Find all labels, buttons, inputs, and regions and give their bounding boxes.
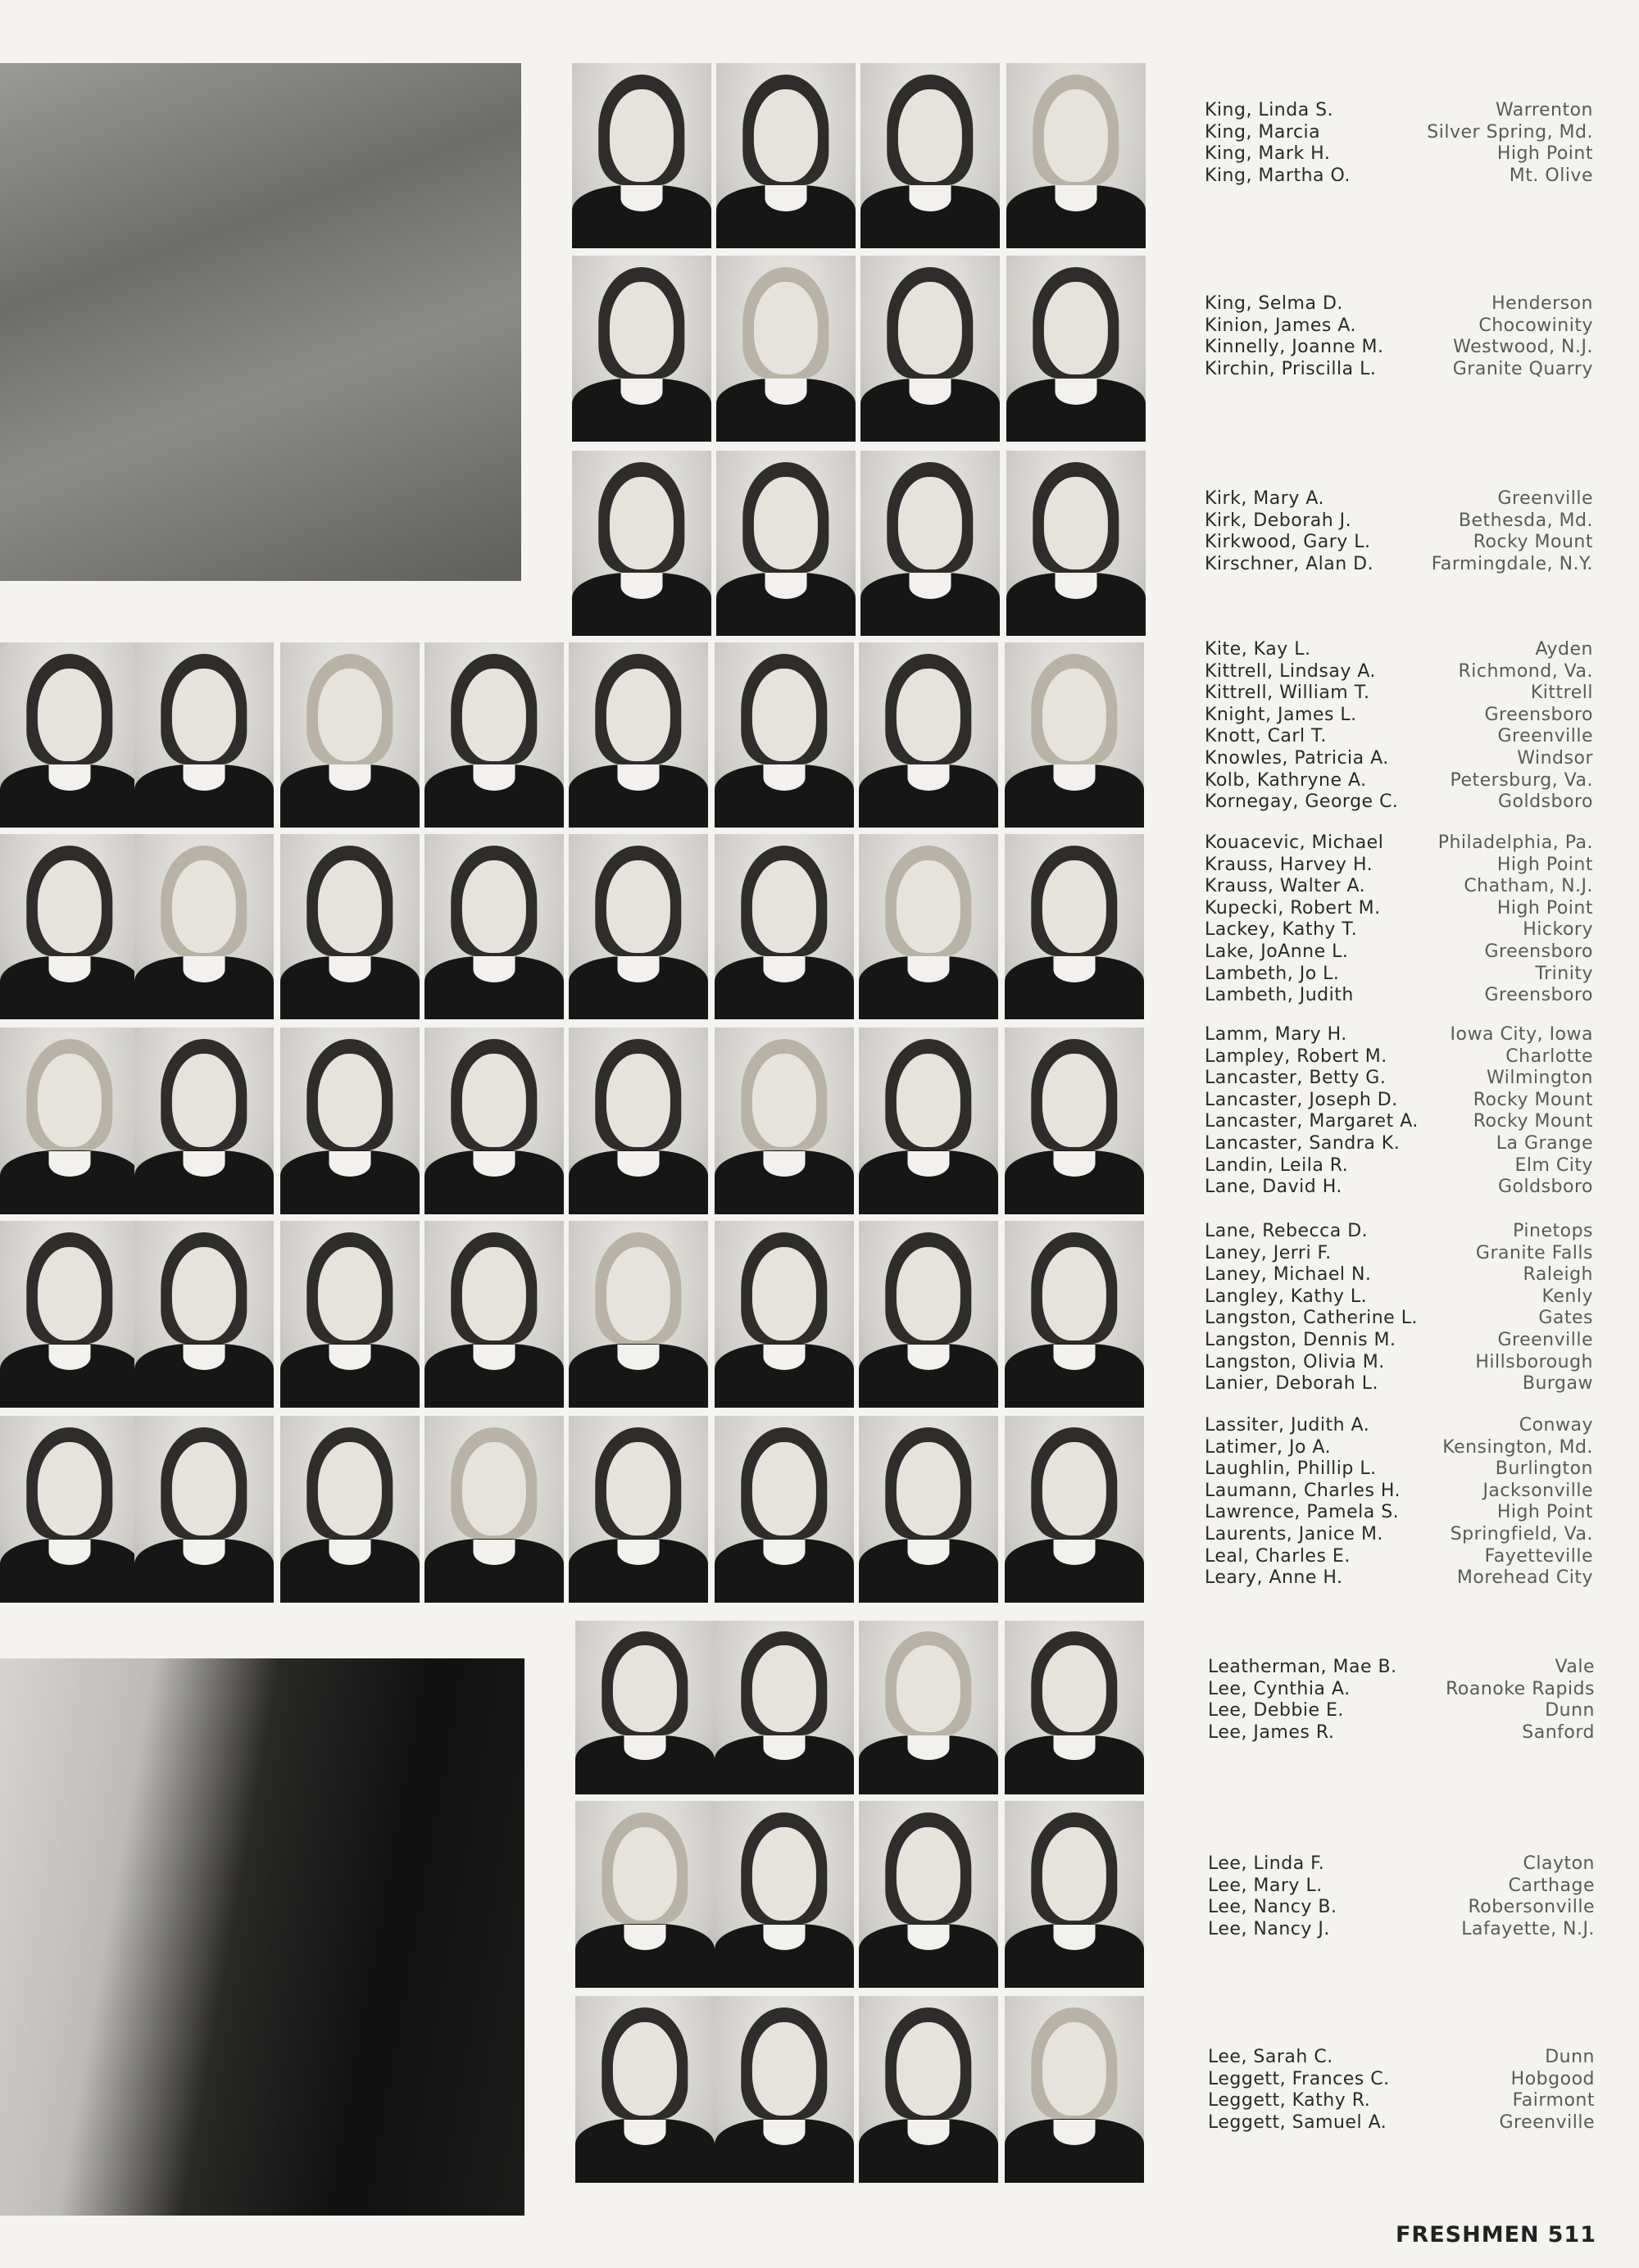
name-entry bbox=[1208, 1876, 1595, 1898]
hometown: Greensboro bbox=[1484, 941, 1593, 962]
portrait-photo bbox=[859, 1996, 998, 2183]
name-entry bbox=[1205, 122, 1593, 144]
name-entry bbox=[1205, 100, 1593, 122]
hometown: Westwood, N.J. bbox=[1453, 337, 1593, 358]
name-entry bbox=[1205, 315, 1593, 338]
hometown: Goldsboro bbox=[1498, 792, 1593, 813]
hometown: Burlington bbox=[1495, 1458, 1593, 1480]
portrait-photo bbox=[1005, 1801, 1144, 1988]
portrait-photo bbox=[715, 1996, 854, 2183]
student-name: Laurents, Janice M. bbox=[1205, 1523, 1383, 1545]
student-name: Lampley, Robert M. bbox=[1205, 1046, 1387, 1067]
candid-photo-seated-student bbox=[0, 63, 521, 581]
name-block bbox=[1205, 1221, 1593, 1395]
student-name: Lee, Cynthia A. bbox=[1208, 1678, 1351, 1699]
student-name: Leal, Charles E. bbox=[1205, 1545, 1351, 1567]
name-entry bbox=[1208, 1722, 1595, 1744]
portrait-photo bbox=[575, 1996, 715, 2183]
name-entry bbox=[1205, 488, 1593, 510]
portrait-photo bbox=[425, 834, 564, 1019]
portrait-photo bbox=[575, 1801, 715, 1988]
portrait-photo bbox=[859, 642, 998, 828]
name-entry bbox=[1205, 1502, 1593, 1524]
student-name: Leatherman, Mae B. bbox=[1208, 1657, 1397, 1677]
name-entry bbox=[1208, 1679, 1595, 1701]
portrait-photo bbox=[280, 642, 420, 828]
hometown: Ayden bbox=[1535, 639, 1593, 660]
student-name: Lane, Rebecca D. bbox=[1205, 1221, 1369, 1241]
name-entry bbox=[1205, 1352, 1593, 1374]
student-name: Kirchin, Priscilla L. bbox=[1205, 358, 1377, 379]
portrait-photo bbox=[572, 63, 711, 248]
hometown: Gates bbox=[1538, 1308, 1593, 1329]
student-name: Leggett, Frances C. bbox=[1208, 2068, 1390, 2089]
hometown: Philadelphia, Pa. bbox=[1437, 832, 1593, 853]
portrait-photo bbox=[280, 1027, 420, 1214]
portrait-photo bbox=[569, 642, 708, 828]
candid-photo-woman-in-glasses bbox=[0, 1658, 524, 2216]
student-name: Kirkwood, Gary L. bbox=[1205, 532, 1371, 553]
name-entry bbox=[1205, 876, 1593, 898]
name-block bbox=[1208, 1853, 1595, 1940]
hometown: Raleigh bbox=[1523, 1264, 1593, 1286]
portrait-photo bbox=[715, 1221, 854, 1408]
hometown: Morehead City bbox=[1456, 1567, 1593, 1589]
portrait-photo bbox=[572, 256, 711, 442]
hometown: Greensboro bbox=[1484, 704, 1593, 725]
name-entry bbox=[1205, 143, 1593, 166]
student-name: Lambeth, Jo L. bbox=[1205, 963, 1340, 984]
portrait-photo bbox=[1005, 1416, 1144, 1603]
name-entry bbox=[1205, 1046, 1593, 1068]
student-name: Kinion, James A. bbox=[1205, 315, 1357, 336]
portrait-photo bbox=[1005, 834, 1144, 1019]
hometown: High Point bbox=[1496, 854, 1593, 875]
hometown: Fayetteville bbox=[1484, 1545, 1593, 1567]
hometown: Greenville bbox=[1499, 2112, 1595, 2133]
hometown: Burgaw bbox=[1522, 1373, 1593, 1395]
hometown: Springfield, Va. bbox=[1450, 1523, 1593, 1545]
name-entry bbox=[1205, 639, 1593, 661]
student-name: Lee, James R. bbox=[1208, 1721, 1335, 1743]
student-name: Lee, Nancy J. bbox=[1208, 1918, 1330, 1939]
portrait-photo bbox=[0, 642, 139, 828]
hometown: Charlotte bbox=[1505, 1046, 1593, 1067]
hometown: Rocky Mount bbox=[1473, 1111, 1593, 1132]
name-entry bbox=[1205, 683, 1593, 705]
hometown: Jacksonville bbox=[1482, 1480, 1593, 1501]
hometown: Sanford bbox=[1522, 1721, 1595, 1743]
name-entry bbox=[1208, 1657, 1595, 1679]
student-name: Lee, Linda F. bbox=[1208, 1853, 1325, 1874]
name-entry bbox=[1208, 1919, 1595, 1941]
portrait-photo bbox=[1005, 642, 1144, 828]
student-name: Lamm, Mary H. bbox=[1205, 1024, 1347, 1045]
student-name: Lee, Mary L. bbox=[1208, 1875, 1323, 1896]
portrait-photo bbox=[859, 1027, 998, 1214]
hometown: Rocky Mount bbox=[1473, 532, 1593, 553]
portrait-photo bbox=[715, 1416, 854, 1603]
name-entry bbox=[1205, 1024, 1593, 1046]
hometown: Granite Quarry bbox=[1452, 358, 1593, 379]
portrait-photo bbox=[1005, 1027, 1144, 1214]
hometown: Richmond, Va. bbox=[1458, 660, 1593, 682]
name-entry bbox=[1205, 1068, 1593, 1090]
student-name: King, Linda S. bbox=[1205, 100, 1334, 120]
name-block bbox=[1208, 2047, 1595, 2134]
student-name: Knowles, Patricia A. bbox=[1205, 747, 1389, 769]
hometown: Clayton bbox=[1523, 1853, 1595, 1874]
page-number: 511 bbox=[1547, 2222, 1596, 2248]
hometown: Hillsborough bbox=[1475, 1351, 1593, 1372]
hometown: Greenville bbox=[1497, 488, 1593, 509]
name-entry bbox=[1205, 532, 1593, 554]
student-name: Kupecki, Robert M. bbox=[1205, 897, 1381, 919]
portrait-photo bbox=[0, 1027, 139, 1214]
page-footer bbox=[1387, 2222, 1596, 2248]
portrait-photo bbox=[859, 1801, 998, 1988]
student-name: Kirschner, Alan D. bbox=[1205, 553, 1374, 574]
portrait-photo bbox=[715, 1621, 854, 1794]
hometown: Elm City bbox=[1514, 1154, 1593, 1176]
hometown: Pinetops bbox=[1513, 1221, 1593, 1241]
hometown: Hobgood bbox=[1510, 2068, 1595, 2089]
hometown: Kittrell bbox=[1530, 683, 1593, 704]
name-block bbox=[1205, 100, 1593, 187]
student-name: Latimer, Jo A. bbox=[1205, 1436, 1332, 1458]
hometown: High Point bbox=[1496, 1502, 1593, 1523]
portrait-photo bbox=[280, 1416, 420, 1603]
hometown: Robersonville bbox=[1468, 1897, 1595, 1918]
portrait-photo bbox=[572, 451, 711, 636]
hometown: Goldsboro bbox=[1498, 1177, 1593, 1198]
name-entry bbox=[1205, 1481, 1593, 1503]
name-entry bbox=[1205, 1286, 1593, 1309]
student-name: Kouacevic, Michael bbox=[1205, 832, 1384, 853]
name-entry bbox=[1205, 726, 1593, 748]
student-name: Lassiter, Judith A. bbox=[1205, 1415, 1370, 1436]
student-name: Kittrell, William T. bbox=[1205, 683, 1370, 704]
section-label: FRESHMEN bbox=[1395, 2222, 1540, 2248]
hometown: High Point bbox=[1496, 143, 1593, 165]
student-name: Lancaster, Sandra K. bbox=[1205, 1132, 1401, 1154]
portrait-photo bbox=[1005, 1621, 1144, 1794]
student-name: Langston, Catherine L. bbox=[1205, 1308, 1418, 1329]
name-entry bbox=[1205, 554, 1593, 576]
portrait-photo bbox=[715, 1801, 854, 1988]
hometown: La Grange bbox=[1496, 1132, 1593, 1154]
name-entry bbox=[1205, 705, 1593, 727]
name-block bbox=[1205, 1415, 1593, 1590]
hometown: Trinity bbox=[1535, 963, 1593, 984]
student-name: Lanier, Deborah L. bbox=[1205, 1373, 1378, 1395]
student-name: Lee, Debbie E. bbox=[1208, 1700, 1344, 1721]
portrait-photo bbox=[134, 834, 274, 1019]
portrait-photo bbox=[1006, 63, 1146, 248]
name-entry bbox=[1205, 898, 1593, 920]
name-entry bbox=[1205, 1546, 1593, 1568]
hometown: Carthage bbox=[1508, 1875, 1595, 1896]
name-entry bbox=[1205, 1458, 1593, 1481]
portrait-photo bbox=[716, 256, 856, 442]
hometown: Greenville bbox=[1497, 726, 1593, 747]
student-name: Krauss, Walter A. bbox=[1205, 876, 1366, 897]
name-entry bbox=[1205, 1155, 1593, 1177]
hometown: Chatham, N.J. bbox=[1464, 876, 1593, 897]
name-entry bbox=[1205, 1567, 1593, 1590]
name-entry bbox=[1205, 661, 1593, 683]
name-entry bbox=[1208, 2090, 1595, 2112]
name-entry bbox=[1205, 293, 1593, 315]
student-name: Leggett, Samuel A. bbox=[1208, 2112, 1387, 2133]
name-entry bbox=[1205, 1437, 1593, 1459]
portrait-photo bbox=[575, 1621, 715, 1794]
hometown: Dunn bbox=[1545, 2047, 1595, 2067]
hometown: Lafayette, N.J. bbox=[1461, 1918, 1595, 1939]
hometown: Greensboro bbox=[1484, 985, 1593, 1006]
portrait-photo bbox=[715, 834, 854, 1019]
hometown: Hickory bbox=[1523, 919, 1593, 941]
name-entry bbox=[1205, 1308, 1593, 1330]
student-name: Kinnelly, Joanne M. bbox=[1205, 337, 1384, 358]
hometown: Rocky Mount bbox=[1473, 1089, 1593, 1110]
student-name: Lee, Nancy B. bbox=[1208, 1897, 1337, 1918]
portrait-photo bbox=[425, 1027, 564, 1214]
portrait-photo bbox=[569, 834, 708, 1019]
name-entry bbox=[1205, 985, 1593, 1007]
name-entry bbox=[1205, 1221, 1593, 1243]
student-name: Leggett, Kathy R. bbox=[1208, 2090, 1371, 2112]
name-entry bbox=[1205, 1373, 1593, 1395]
portrait-photo bbox=[280, 1221, 420, 1408]
hometown: Chocowinity bbox=[1478, 315, 1593, 336]
hometown: Bethesda, Md. bbox=[1458, 510, 1593, 531]
hometown: Henderson bbox=[1491, 293, 1593, 314]
name-block bbox=[1205, 293, 1593, 380]
hometown: Roanoke Rapids bbox=[1446, 1678, 1595, 1699]
name-entry bbox=[1208, 1700, 1595, 1722]
name-entry bbox=[1205, 919, 1593, 941]
student-name: King, Selma D. bbox=[1205, 293, 1343, 314]
student-name: Laughlin, Phillip L. bbox=[1205, 1458, 1377, 1480]
name-entry bbox=[1205, 792, 1593, 814]
hometown: Petersburg, Va. bbox=[1450, 769, 1593, 791]
hometown: Vale bbox=[1555, 1657, 1595, 1677]
name-block bbox=[1205, 639, 1593, 814]
name-block bbox=[1208, 1657, 1595, 1744]
student-name: Lancaster, Margaret A. bbox=[1205, 1111, 1419, 1132]
student-name: Lancaster, Joseph D. bbox=[1205, 1089, 1398, 1110]
hometown: Granite Falls bbox=[1475, 1242, 1593, 1263]
name-entry bbox=[1208, 2112, 1595, 2134]
portrait-photo bbox=[860, 451, 1000, 636]
portrait-photo bbox=[1006, 256, 1146, 442]
name-entry bbox=[1205, 1243, 1593, 1265]
portrait-photo bbox=[859, 1621, 998, 1794]
name-entry bbox=[1205, 1415, 1593, 1437]
portrait-photo bbox=[134, 1027, 274, 1214]
name-block bbox=[1205, 488, 1593, 575]
student-name: Knott, Carl T. bbox=[1205, 726, 1327, 747]
name-entry bbox=[1205, 337, 1593, 359]
hometown: Fairmont bbox=[1512, 2090, 1595, 2112]
name-entry bbox=[1205, 941, 1593, 964]
name-entry bbox=[1205, 1177, 1593, 1199]
name-entry bbox=[1205, 1111, 1593, 1133]
hometown: Farmingdale, N.Y. bbox=[1431, 553, 1593, 574]
name-entry bbox=[1205, 359, 1593, 381]
student-name: Lackey, Kathy T. bbox=[1205, 919, 1358, 941]
portrait-photo bbox=[860, 256, 1000, 442]
portrait-photo bbox=[280, 834, 420, 1019]
name-entry bbox=[1205, 1330, 1593, 1352]
student-name: Langston, Olivia M. bbox=[1205, 1351, 1385, 1372]
hometown: Conway bbox=[1519, 1415, 1593, 1436]
student-name: Lancaster, Betty G. bbox=[1205, 1068, 1387, 1089]
hometown: Kensington, Md. bbox=[1442, 1436, 1593, 1458]
student-name: King, Marcia bbox=[1205, 121, 1321, 143]
name-entry bbox=[1205, 1524, 1593, 1546]
student-name: King, Martha O. bbox=[1205, 165, 1351, 186]
portrait-photo bbox=[859, 1416, 998, 1603]
portrait-photo bbox=[134, 1416, 274, 1603]
name-entry bbox=[1208, 1853, 1595, 1876]
student-name: Lambeth, Judith bbox=[1205, 985, 1354, 1006]
student-name: Laney, Jerri F. bbox=[1205, 1242, 1332, 1263]
student-name: Krauss, Harvey H. bbox=[1205, 854, 1373, 875]
portrait-photo bbox=[715, 1027, 854, 1214]
hometown: Greenville bbox=[1497, 1329, 1593, 1350]
name-entry bbox=[1205, 166, 1593, 188]
portrait-photo bbox=[716, 451, 856, 636]
portrait-photo bbox=[134, 642, 274, 828]
hometown: Wilmington bbox=[1487, 1068, 1593, 1089]
portrait-photo bbox=[569, 1416, 708, 1603]
portrait-photo bbox=[860, 63, 1000, 248]
portrait-photo bbox=[134, 1221, 274, 1408]
portrait-photo bbox=[1005, 1996, 1144, 2183]
hometown: Warrenton bbox=[1495, 100, 1593, 120]
student-name: Lee, Sarah C. bbox=[1208, 2047, 1333, 2067]
hometown: Kenly bbox=[1541, 1286, 1593, 1307]
student-name: Kolb, Kathryne A. bbox=[1205, 769, 1367, 791]
portrait-photo bbox=[425, 642, 564, 828]
hometown: Windsor bbox=[1517, 747, 1593, 769]
student-name: Lawrence, Pamela S. bbox=[1205, 1502, 1400, 1523]
portrait-photo bbox=[0, 834, 139, 1019]
student-name: Kirk, Mary A. bbox=[1205, 488, 1324, 509]
student-name: Kirk, Deborah J. bbox=[1205, 510, 1352, 531]
hometown: Dunn bbox=[1545, 1700, 1595, 1721]
hometown: Silver Spring, Md. bbox=[1427, 121, 1593, 143]
name-entry bbox=[1205, 832, 1593, 855]
hometown: High Point bbox=[1496, 897, 1593, 919]
student-name: Landin, Leila R. bbox=[1205, 1154, 1349, 1176]
student-name: Kittrell, Lindsay A. bbox=[1205, 660, 1376, 682]
portrait-photo bbox=[569, 1027, 708, 1214]
portrait-photo bbox=[0, 1221, 139, 1408]
student-name: Lake, JoAnne L. bbox=[1205, 941, 1349, 962]
name-block bbox=[1205, 832, 1593, 1007]
portrait-photo bbox=[425, 1416, 564, 1603]
portrait-photo bbox=[1005, 1221, 1144, 1408]
student-name: Lane, David H. bbox=[1205, 1177, 1342, 1198]
name-entry bbox=[1208, 1897, 1595, 1919]
student-name: Kite, Kay L. bbox=[1205, 639, 1311, 660]
student-name: Laumann, Charles H. bbox=[1205, 1480, 1401, 1501]
name-entry bbox=[1205, 770, 1593, 792]
student-name: Kornegay, George C. bbox=[1205, 792, 1399, 813]
name-entry bbox=[1208, 2069, 1595, 2091]
student-name: Langston, Dennis M. bbox=[1205, 1329, 1396, 1350]
name-entry bbox=[1205, 510, 1593, 533]
portrait-photo bbox=[425, 1221, 564, 1408]
name-block bbox=[1205, 1024, 1593, 1199]
student-name: King, Mark H. bbox=[1205, 143, 1331, 165]
hometown: Iowa City, Iowa bbox=[1450, 1024, 1593, 1045]
student-name: Knight, James L. bbox=[1205, 704, 1357, 725]
student-name: Laney, Michael N. bbox=[1205, 1264, 1372, 1286]
portrait-photo bbox=[715, 642, 854, 828]
portrait-photo bbox=[0, 1416, 139, 1603]
student-name: Leary, Anne H. bbox=[1205, 1567, 1343, 1589]
name-entry bbox=[1208, 2047, 1595, 2069]
portrait-photo bbox=[1006, 451, 1146, 636]
name-entry bbox=[1205, 1090, 1593, 1112]
name-entry bbox=[1205, 964, 1593, 986]
portrait-photo bbox=[859, 1221, 998, 1408]
name-entry bbox=[1205, 1264, 1593, 1286]
portrait-photo bbox=[716, 63, 856, 248]
name-entry bbox=[1205, 855, 1593, 877]
student-name: Langley, Kathy L. bbox=[1205, 1286, 1368, 1307]
portrait-photo bbox=[859, 834, 998, 1019]
portrait-photo bbox=[569, 1221, 708, 1408]
name-entry bbox=[1205, 1133, 1593, 1155]
name-entry bbox=[1205, 748, 1593, 770]
hometown: Mt. Olive bbox=[1509, 165, 1593, 186]
